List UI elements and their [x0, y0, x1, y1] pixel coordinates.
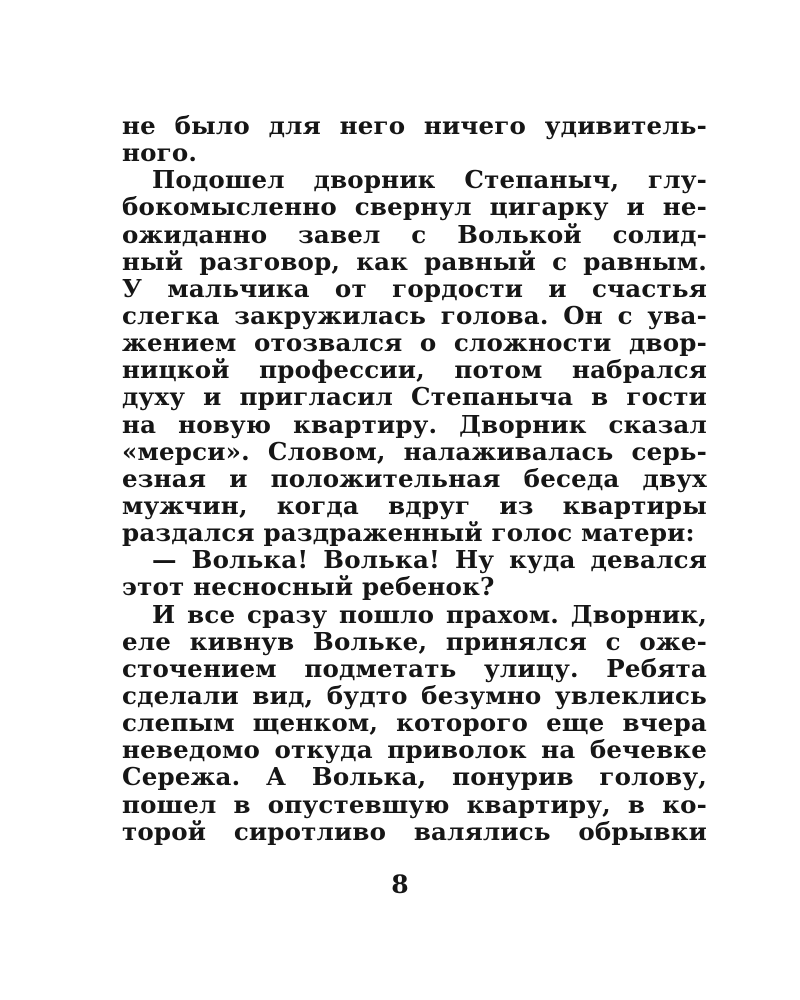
- text-line: езная и положительная беседа двух: [122, 463, 707, 493]
- text-line: неведомо откуда приволок на бечевке: [122, 735, 707, 765]
- text-line: слепым щенком, которого еще вчера: [122, 708, 707, 738]
- text-line: торой сиротливо валялись обрывки: [122, 816, 707, 846]
- text-line: И все сразу пошло прахом. Дворник,: [152, 599, 707, 629]
- text-line: на новую квартиру. Дворник сказал: [122, 409, 707, 439]
- text-line: ожиданно завел с Волькой солид-: [122, 219, 707, 249]
- text-line: ный разговор, как равный с равным.: [122, 246, 707, 276]
- body-text: [122, 112, 707, 845]
- text-line: раздался раздраженный голос матери:: [122, 518, 695, 548]
- text-line: — Волька! Волька! Ну куда девался: [152, 545, 707, 575]
- text-line: этот несносный ребенок?: [122, 572, 495, 602]
- text-line: еле кивнув Вольке, принялся с оже-: [122, 626, 707, 656]
- text-line: жением отозвался о сложности двор-: [122, 328, 707, 358]
- text-line: Сережа. А Волька, понурив голову,: [122, 762, 707, 792]
- text-line: Подошел дворник Степаныч, глу-: [152, 165, 707, 195]
- text-line: духу и пригласил Степаныча в гости: [122, 382, 707, 412]
- text-line: ницкой профессии, потом набрался: [122, 355, 707, 385]
- text-line: «мерси». Словом, налаживалась серь-: [122, 436, 707, 466]
- page-number: 8: [391, 870, 409, 899]
- text-line: пошел в опустевшую квартиру, в ко-: [122, 789, 707, 819]
- text-line: сделали вид, будто безумно увлеклись: [122, 680, 707, 710]
- text-line: не было для него ничего удивитель-: [122, 111, 707, 140]
- text-line: слегка закружилась голова. Он с ува-: [122, 300, 707, 330]
- text-line: сточением подметать улицу. Ребята: [122, 653, 707, 683]
- text-line: бокомысленно свернул цигарку и не-: [122, 192, 707, 222]
- text-line: мужчин, когда вдруг из квартиры: [122, 490, 707, 520]
- text-line: У мальчика от гордости и счастья: [122, 273, 707, 303]
- text-line: ного.: [122, 138, 198, 168]
